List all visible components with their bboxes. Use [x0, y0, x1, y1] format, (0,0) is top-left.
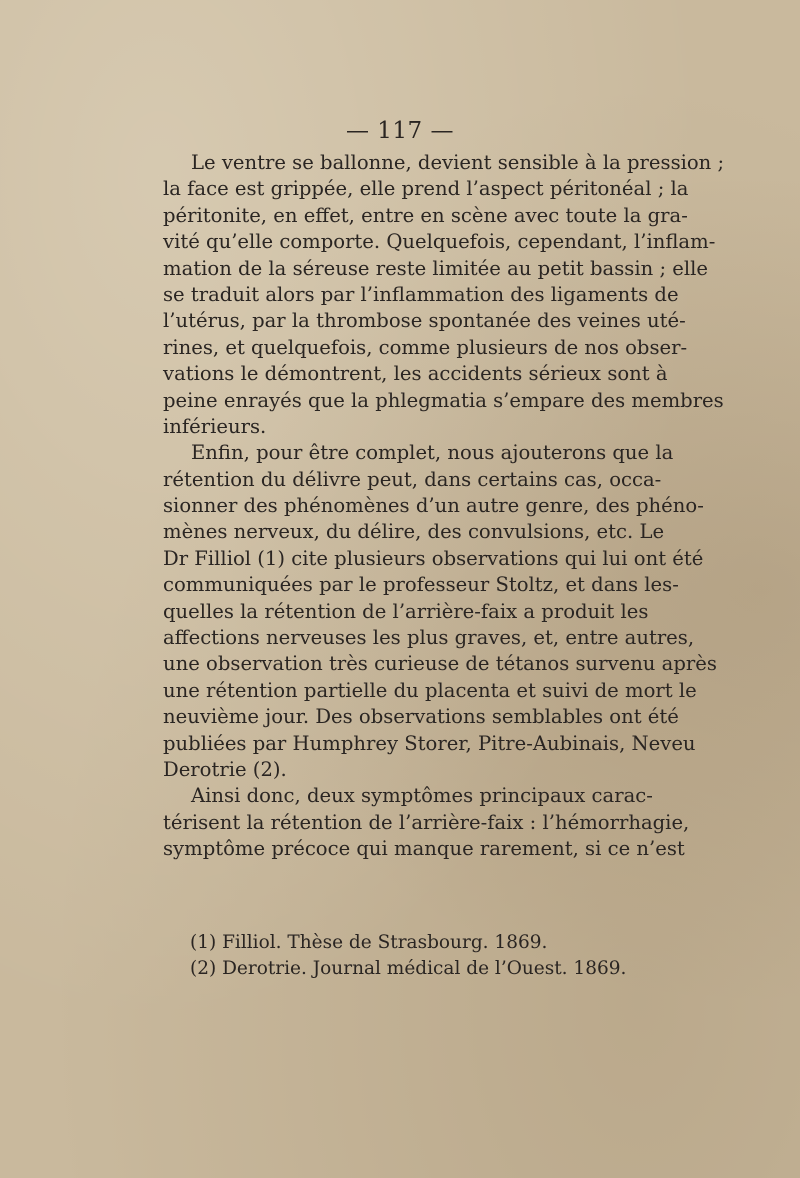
footnote: (1) Filliol. Thèse de Strasbourg. 1869.	[190, 932, 548, 953]
footnotes	[190, 930, 640, 982]
text-line: symptôme précoce qui manque rarement, si ce n’est	[163, 837, 685, 861]
text-line: Enfin, pour être complet, nous ajouterons que la	[191, 441, 674, 465]
text-line: l’utérus, par la thrombose spontanée des veines uté-	[163, 309, 686, 333]
text-line: la face est grippée, elle prend l’aspect péritonéal ; la	[163, 177, 689, 201]
body-text	[163, 150, 725, 863]
text-line: vité qu’elle comporte. Quelquefois, cependant, l’inflam-	[163, 230, 716, 254]
text-line: rétention du délivre peut, dans certains cas, occa-	[163, 467, 662, 491]
text-line: péritonite, en effet, entre en scène avec toute la gra-	[163, 203, 688, 227]
text-line: neuvième jour. Des observations semblables ont été	[163, 705, 679, 729]
text-line: vations le démontrent, les accidents sérieux sont à	[163, 362, 668, 386]
text-line: une observation très curieuse de tétanos survenu après	[163, 652, 717, 676]
text-line: quelles la rétention de l’arrière-faix a produit les	[163, 599, 649, 623]
text-line: inférieurs.	[163, 414, 267, 438]
text-line: mation de la séreuse reste limitée au petit bassin ; elle	[163, 256, 708, 280]
text-line: affections nerveuses les plus graves, et, entre autres,	[163, 626, 695, 650]
text-line: rines, et quelquefois, comme plusieurs de nos obser-	[163, 335, 688, 359]
text-line: mènes nerveux, du délire, des convulsions, etc. Le	[163, 520, 665, 544]
text-line: publiées par Humphrey Storer, Pitre-Aubinais, Neveu	[163, 731, 696, 755]
text-line: sionner des phénomènes d’un autre genre, des phéno-	[163, 494, 704, 518]
text-line: se traduit alors par l’inflammation des ligaments de	[163, 282, 679, 306]
text-line: peine enrayés que la phlegmatia s’empare des membres	[163, 388, 724, 412]
text-line: térisent la rétention de l’arrière-faix : l’hémorrhagie,	[163, 810, 690, 834]
text-line: Dr Filliol (1) cite plusieurs observations qui lui ont été	[163, 546, 704, 570]
text-line: communiquées par le professeur Stoltz, et dans les-	[163, 573, 679, 597]
page-number: — 117 —	[345, 118, 455, 144]
text-line: Ainsi donc, deux symptômes principaux carac-	[191, 784, 653, 808]
text-line: Derotrie (2).	[163, 757, 287, 781]
text-line: Le ventre se ballonne, devient sensible à la pression ;	[191, 151, 725, 174]
text-line: une rétention partielle du placenta et suivi de mort le	[163, 678, 697, 702]
footnote: (2) Derotrie. Journal médical de l’Ouest. 1869.	[190, 958, 627, 979]
